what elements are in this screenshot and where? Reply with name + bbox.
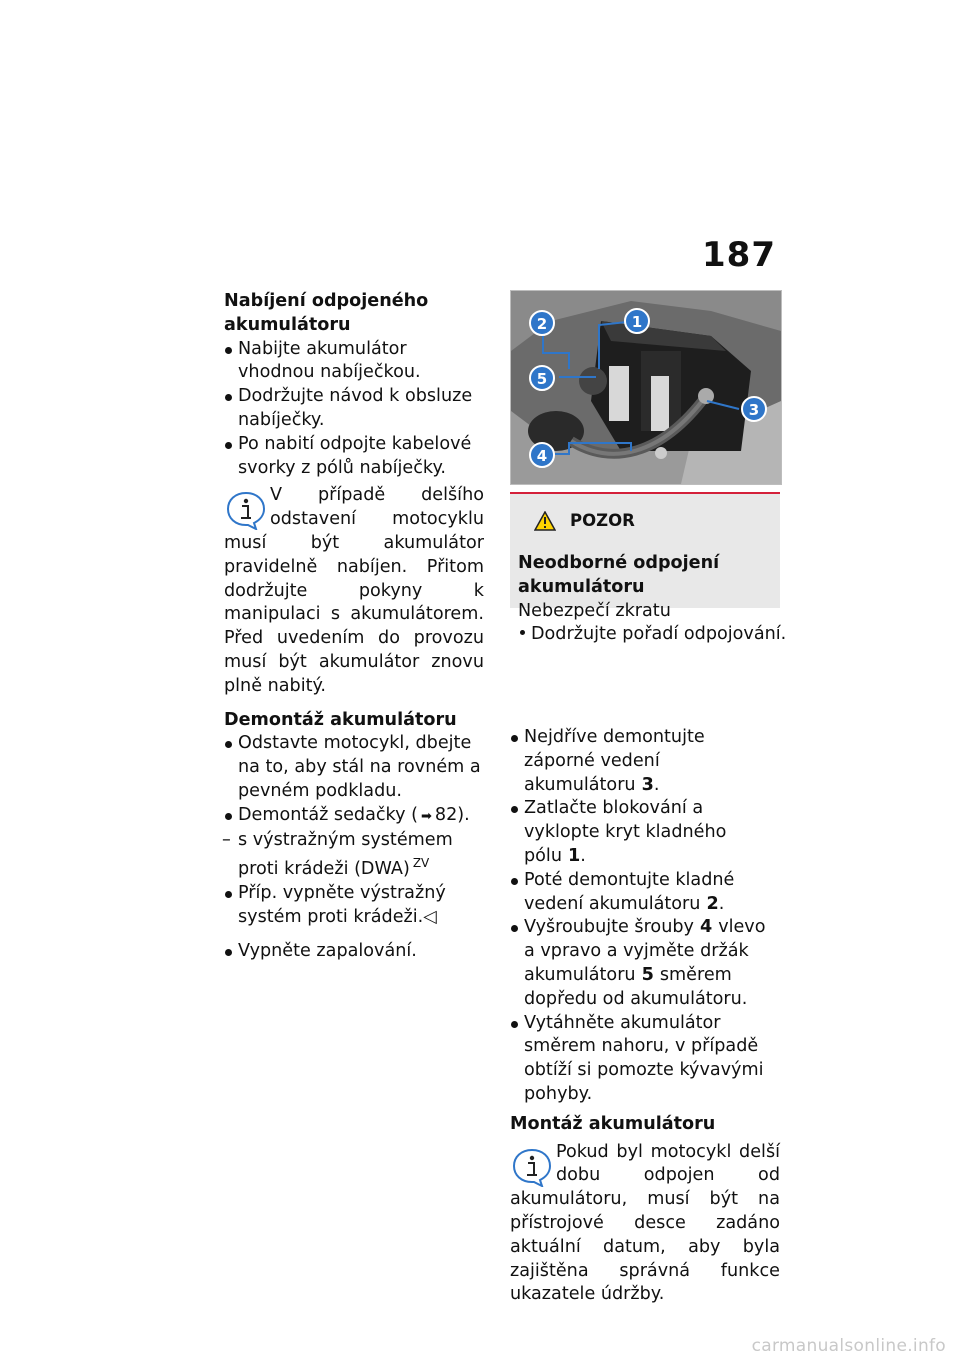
list-item xyxy=(224,804,484,829)
list-item: Vypněte zapalování. xyxy=(224,940,484,964)
callout-label: 3 xyxy=(748,401,760,419)
step-end: . xyxy=(653,774,660,795)
warning-title: POZOR xyxy=(570,511,635,531)
warning-hazard: Nebezpečí zkratu xyxy=(518,600,671,621)
info-icon xyxy=(224,490,268,530)
warning-heading: Neodborné odpojení akumulátoru xyxy=(518,553,720,597)
step-end: . xyxy=(718,893,725,914)
callout-3 xyxy=(742,397,766,421)
page-reference-link[interactable]: 82 xyxy=(434,804,458,825)
list-item xyxy=(510,797,780,868)
warning-instruction xyxy=(518,623,787,647)
removal-steps xyxy=(510,726,780,1107)
info-note-text: V případě delšího odstavení motocyklu musí být akumulátor pravidelně nabíjen. Přitom dodržujte pokyny k manipulaci s akumulátorem. Před uvedením do provozu musí být akumulátor znovu plně nabitý. xyxy=(224,485,484,696)
list-item: Nabijte akumulátor vhodnou nabíječkou. xyxy=(224,338,484,386)
callout-number: 1 xyxy=(567,845,581,866)
page-number: 187 xyxy=(702,235,776,275)
info-icon xyxy=(510,1147,554,1187)
callout-4 xyxy=(530,443,554,467)
list-item xyxy=(510,726,780,797)
mount-note-text: Pokud byl motocykl delší dobu odpojen od akumulátoru, musí být na přístrojové desce zadáno aktuální datum, aby byla zajištěna správná funkce ukazatele údržby. xyxy=(510,1141,780,1305)
callout-number: 5 xyxy=(641,964,654,985)
list-item xyxy=(224,829,484,882)
option-superscript: ZV xyxy=(412,856,430,871)
callout-2 xyxy=(530,311,554,335)
callout-label: 2 xyxy=(536,315,548,333)
warning-header xyxy=(518,508,772,534)
callout-number: 2 xyxy=(706,893,719,914)
warning-instruction-text: Dodržujte pořadí odpojování. xyxy=(531,624,787,645)
battery-illustration xyxy=(511,291,781,484)
warning-triangle-icon xyxy=(534,511,556,531)
list-item: Vytáhněte akumulátor směrem nahoru, v případě obtíží si pomozte kývavými pohyby. xyxy=(510,1012,780,1107)
right-column xyxy=(510,290,787,1307)
item-text: Demontáž sedačky ( xyxy=(238,804,418,825)
step-text: Nejdříve demontujte záporné vedení akumulátoru xyxy=(524,727,705,795)
left-column xyxy=(224,290,484,963)
list-item: Odstavte motocykl, dbejte na to, aby stál na rovném a pevném podkladu. xyxy=(224,732,484,803)
mount-heading: Montáž akumulátoru xyxy=(510,1113,716,1134)
bullet-dot xyxy=(520,630,525,635)
watermark: carmanualsonline.info xyxy=(751,1336,946,1356)
removal-list xyxy=(224,732,484,929)
callout-5 xyxy=(530,366,554,390)
mount-info-note xyxy=(510,1141,780,1308)
step-text: Vyšroubujte šrouby xyxy=(524,917,694,938)
page-reference-arrow-icon: ➡ xyxy=(420,808,432,824)
callout-label: 4 xyxy=(536,447,548,465)
removal-list-2 xyxy=(224,940,484,964)
step-text: směrem dopředu od akumulátoru. xyxy=(524,964,748,1009)
callout-label: 5 xyxy=(536,370,548,388)
callout-label: 1 xyxy=(631,313,643,331)
list-item xyxy=(510,916,780,1011)
list-item xyxy=(510,869,780,917)
step-end: . xyxy=(580,845,586,866)
step-text: Zatlačte blokování a vyklopte kryt kladného pólu xyxy=(524,798,727,866)
warning-content xyxy=(518,552,787,647)
list-item: Dodržujte návod k obsluze nabíječky. xyxy=(224,385,484,433)
item-text-end: ). xyxy=(457,804,470,825)
callout-number: 3 xyxy=(641,774,654,795)
step-text: Poté demontujte kladné vedení akumulátoru xyxy=(524,869,735,914)
info-note xyxy=(224,484,484,698)
charging-list xyxy=(224,338,484,481)
item-text: s výstražným systémem proti krádeži (DWA) xyxy=(238,829,453,880)
removal-heading: Demontáž akumulátoru xyxy=(224,709,457,730)
battery-figure xyxy=(510,290,782,485)
callout-number: 4 xyxy=(699,917,713,938)
step-text: vlevo a vpravo a vyjměte držák akumulátoru xyxy=(524,917,766,985)
list-item: Příp. vypněte výstražný systém proti krádeži.◁ xyxy=(224,882,484,930)
list-item: Po nabití odpojte kabelové svorky z pólů nabíječky. xyxy=(224,433,484,481)
callout-1 xyxy=(625,309,649,333)
charging-heading: Nabíjení odpojeného akumulátoru xyxy=(224,291,429,335)
